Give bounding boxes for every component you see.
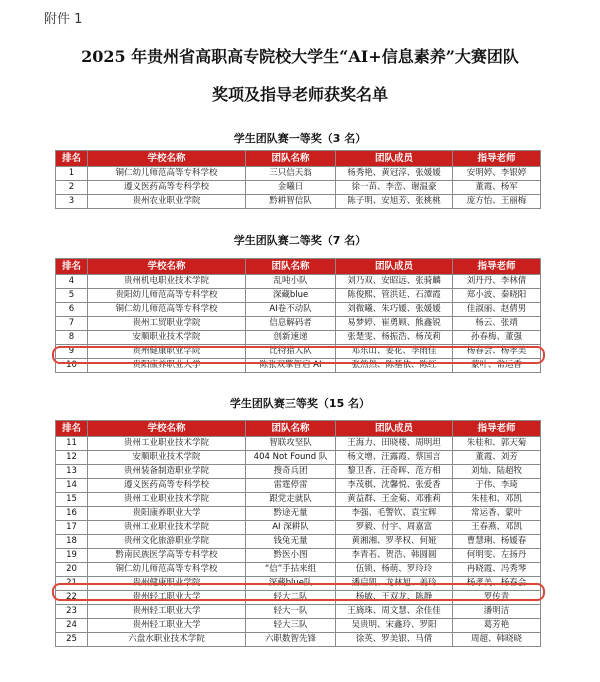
cell-members: 徐英、罗美银、马倩	[336, 633, 453, 647]
cell-teacher: 杨春会、杨孝美	[453, 345, 541, 359]
cell-members: 李茂棋、沈馨悦、张爱香	[336, 479, 453, 493]
cell-school: 铜仁幼儿师范高等专科学校	[88, 563, 246, 577]
cell-members: 罗毅、付宇、周嘉富	[336, 521, 453, 535]
cell-teacher: 杨云、张靖	[453, 317, 541, 331]
cell-rank: 2	[56, 181, 88, 195]
cell-team: AI 深耕队	[246, 521, 336, 535]
cell-school: 贵州工业职业技术学院	[88, 521, 246, 535]
header-school: 学校名称	[88, 151, 246, 167]
section-title-first-prize: 学生团队赛一等奖（3 名）	[233, 132, 367, 145]
cell-teacher: 庞方怡、王丽梅	[453, 195, 541, 209]
table-row	[56, 195, 541, 209]
attachment-label: 附件 1	[44, 12, 83, 27]
cell-school: 贵州农业职业学院	[88, 195, 246, 209]
cell-members: 陈子明、安旭芳、张桃桃	[336, 195, 453, 209]
header-teacher: 指导老师	[453, 151, 541, 167]
cell-school: 贵州健康职业学院	[88, 577, 246, 591]
cell-team: 信息解码者	[246, 317, 336, 331]
cell-rank: 11	[56, 437, 88, 451]
cell-teacher: 安明婷、李银婷	[453, 167, 541, 181]
cell-members: 王旖珠、周文慧、余佳佳	[336, 605, 453, 619]
table-row	[56, 563, 541, 577]
header-members: 团队成员	[336, 259, 453, 275]
cell-members: 杨文增、汪露霞、蔡国言	[336, 451, 453, 465]
table-row	[56, 521, 541, 535]
cell-team: 创新速递	[246, 331, 336, 345]
cell-team: 深藏blue	[246, 289, 336, 303]
cell-teacher: 罗传青	[453, 591, 541, 605]
cell-rank: 15	[56, 493, 88, 507]
section-title-third-prize: 学生团队赛三等奖（15 名）	[229, 397, 371, 410]
cell-members: 李青若、贺浩、韩圆圆	[336, 549, 453, 563]
section-title-second-prize: 学生团队赛二等奖（7 名）	[233, 234, 367, 247]
cell-school: 贵州工贸职业学院	[88, 317, 246, 331]
cell-members: 陈俊熙、管洪廷、石潭霞	[336, 289, 453, 303]
cell-team: AI卷不动队	[246, 303, 336, 317]
cell-teacher: 曹慧琍、杨媛春	[453, 535, 541, 549]
header-teacher: 指导老师	[453, 421, 541, 437]
document-title: 2025 年贵州省高职高专院校大学生“AI+信息素养”大赛团队	[81, 47, 519, 66]
cell-rank: 18	[56, 535, 88, 549]
cell-members: 徐一苗、李峦、谢温豪	[336, 181, 453, 195]
cell-school: 贵州轻工职业大学	[88, 605, 246, 619]
cell-rank: 3	[56, 195, 88, 209]
cell-members: 黎卫香、汪奇晖、范方相	[336, 465, 453, 479]
third-prize-table	[55, 420, 541, 647]
cell-rank: 16	[56, 507, 88, 521]
table-row	[56, 633, 541, 647]
cell-team: 乱吨小队	[246, 275, 336, 289]
cell-members: 张楚雯、杨振浩、杨茂莉	[336, 331, 453, 345]
cell-rank: 21	[56, 577, 88, 591]
cell-members: 杨秀艳、黄冠淳、张媛媛	[336, 167, 453, 181]
cell-members: 王海力、田晓楼、周明坦	[336, 437, 453, 451]
cell-team: 三只信天翁	[246, 167, 336, 181]
header-school: 学校名称	[88, 259, 246, 275]
cell-team: 黔途无量	[246, 507, 336, 521]
cell-school: 贵州轻工职业大学	[88, 619, 246, 633]
document-subtitle: 奖项及指导老师获奖名单	[211, 85, 388, 104]
cell-school: 黔南民族医学高等专科学校	[88, 549, 246, 563]
cell-team: 深藏blue队	[246, 577, 336, 591]
cell-members: 黄益群、王金菊、邓雅莉	[336, 493, 453, 507]
table-row	[56, 493, 541, 507]
cell-rank: 8	[56, 331, 88, 345]
cell-members: 吴贵明、宋鑫玲、罗阳	[336, 619, 453, 633]
cell-rank: 10	[56, 359, 88, 373]
cell-teacher: 王春燕、邓凯	[453, 521, 541, 535]
highlight-circle-row-21	[52, 583, 545, 601]
cell-school: 铜仁幼儿师范高等专科学校	[88, 167, 246, 181]
cell-team: 轻大一队	[246, 605, 336, 619]
cell-rank: 20	[56, 563, 88, 577]
cell-rank: 22	[56, 591, 88, 605]
cell-school: 贵州装备制造职业学院	[88, 465, 246, 479]
cell-teacher: 潘明洁	[453, 605, 541, 619]
cell-rank: 25	[56, 633, 88, 647]
cell-teacher: 朱桂和、郭天菊	[453, 437, 541, 451]
cell-school: 安顺职业技术学院	[88, 451, 246, 465]
cell-team: 404 Not Found 队	[246, 451, 336, 465]
cell-rank: 23	[56, 605, 88, 619]
cell-teacher: 何明雯、左扬丹	[453, 549, 541, 563]
cell-team: “信”手拈来组	[246, 563, 336, 577]
table-row	[56, 167, 541, 181]
cell-school: 贵阳康养职业大学	[88, 359, 246, 373]
highlight-circle-row-9	[52, 346, 545, 364]
cell-teacher: 朱桂和、邓凯	[453, 493, 541, 507]
table-row	[56, 289, 541, 303]
first-prize-table	[55, 150, 541, 209]
cell-teacher: 刘灿、陆超牧	[453, 465, 541, 479]
cell-rank: 9	[56, 345, 88, 359]
table-row	[56, 437, 541, 451]
cell-school: 遵义医药高等专科学校	[88, 479, 246, 493]
header-rank: 排名	[56, 259, 88, 275]
cell-teacher: 于伟、李琦	[453, 479, 541, 493]
header-teacher: 指导老师	[453, 259, 541, 275]
cell-teacher: 周超、韩晓晓	[453, 633, 541, 647]
cell-school: 贵阳康养职业大学	[88, 507, 246, 521]
cell-team: 跟党走就队	[246, 493, 336, 507]
cell-members: 邓东山、姜花、李雨佳	[336, 345, 453, 359]
cell-teacher: 孙春梅、董强	[453, 331, 541, 345]
cell-teacher: 刘丹丹、李林倩	[453, 275, 541, 289]
cell-team: 轻大三队	[246, 619, 336, 633]
header-school: 学校名称	[88, 421, 246, 437]
cell-teacher: 常运香、蒙叶	[453, 507, 541, 521]
table-row	[56, 275, 541, 289]
cell-rank: 17	[56, 521, 88, 535]
cell-rank: 12	[56, 451, 88, 465]
cell-team: 黔耕智信队	[246, 195, 336, 209]
cell-school: 安顺职业技术学院	[88, 331, 246, 345]
cell-teacher: 蒙叶、常运香	[453, 359, 541, 373]
cell-school: 贵州机电职业技术学院	[88, 275, 246, 289]
cell-rank: 6	[56, 303, 88, 317]
cell-teacher: 葛芳艳	[453, 619, 541, 633]
cell-school: 遵义医药高等专科学校	[88, 181, 246, 195]
cell-teacher: 董霞、杨军	[453, 181, 541, 195]
table-row	[56, 507, 541, 521]
cell-teacher: 郑小波、秦晓阳	[453, 289, 541, 303]
table-row	[56, 479, 541, 493]
cell-teacher: 冉晓霞、冯秀琴	[453, 563, 541, 577]
cell-team: 轻大二队	[246, 591, 336, 605]
cell-school: 贵州工业职业技术学院	[88, 493, 246, 507]
cell-rank: 5	[56, 289, 88, 303]
cell-members: 潘启凯、龙林旭、姜玲	[336, 577, 453, 591]
cell-team: 搜奇兵团	[246, 465, 336, 479]
cell-team: 钱兔无量	[246, 535, 336, 549]
header-members: 团队成员	[336, 421, 453, 437]
cell-school: 贵阳幼儿师范高等专科学校	[88, 289, 246, 303]
cell-rank: 4	[56, 275, 88, 289]
header-team: 团队名称	[246, 421, 336, 437]
table-row	[56, 317, 541, 331]
table-row	[56, 549, 541, 563]
cell-members: 伍锁、杨萌、罗玲玲	[336, 563, 453, 577]
cell-members: 李强、毛警钦、袁宝辉	[336, 507, 453, 521]
cell-members: 黄湘湘、罗孝权、何娅	[336, 535, 453, 549]
cell-teacher: 佳淑丽、赵倩男	[453, 303, 541, 317]
table-row	[56, 465, 541, 479]
cell-rank: 14	[56, 479, 88, 493]
cell-rank: 13	[56, 465, 88, 479]
header-rank: 排名	[56, 421, 88, 437]
cell-rank: 24	[56, 619, 88, 633]
cell-team: 金曦日	[246, 181, 336, 195]
table-row	[56, 619, 541, 633]
cell-team: 黔医小图	[246, 549, 336, 563]
cell-team: 比特猎人队	[246, 345, 336, 359]
cell-teacher: 董霞、刘芳	[453, 451, 541, 465]
cell-school: 贵州工业职业技术学院	[88, 437, 246, 451]
table-row	[56, 181, 541, 195]
cell-members: 张然然、陈基依、陈红	[336, 359, 453, 373]
header-team: 团队名称	[246, 151, 336, 167]
cell-team: 陈张双擎智启 AI	[246, 359, 336, 373]
cell-members: 刘微曦、朱巧媛、张媛媛	[336, 303, 453, 317]
cell-members: 刘乃双、安昭远、张骑麟	[336, 275, 453, 289]
cell-members: 杨敏、王双龙、陈静	[336, 591, 453, 605]
header-team: 团队名称	[246, 259, 336, 275]
cell-team: 智联攻坚队	[246, 437, 336, 451]
cell-school: 贵州文化旅游职业学院	[88, 535, 246, 549]
cell-school: 六盘水职业技术学院	[88, 633, 246, 647]
cell-team: 雷霆停雷	[246, 479, 336, 493]
cell-school: 铜仁幼儿师范高等专科学校	[88, 303, 246, 317]
table-row	[56, 331, 541, 345]
cell-school: 贵州健康职业学院	[88, 345, 246, 359]
cell-school: 贵州轻工职业大学	[88, 591, 246, 605]
table-row	[56, 303, 541, 317]
cell-rank: 1	[56, 167, 88, 181]
cell-members: 易梦婷、崔勇顾、熊鑫锐	[336, 317, 453, 331]
cell-teacher: 杨孝美、杨春会	[453, 577, 541, 591]
table-row	[56, 451, 541, 465]
table-row	[56, 535, 541, 549]
cell-rank: 19	[56, 549, 88, 563]
cell-team: 六职数智先锋	[246, 633, 336, 647]
header-members: 团队成员	[336, 151, 453, 167]
table-row	[56, 605, 541, 619]
cell-rank: 7	[56, 317, 88, 331]
header-rank: 排名	[56, 151, 88, 167]
